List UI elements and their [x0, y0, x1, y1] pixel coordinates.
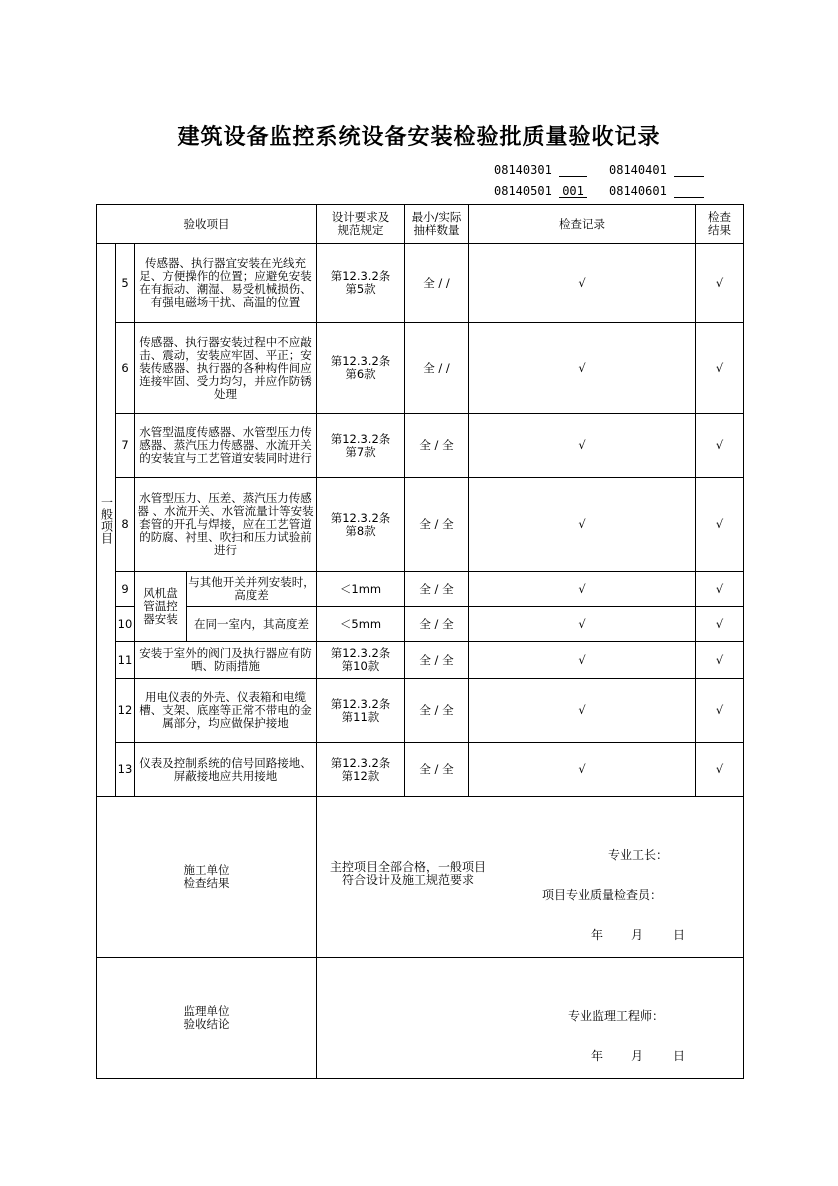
row-result: √: [696, 607, 744, 642]
table-header: [97, 205, 744, 244]
row-text: 仪表及控制系统的信号回路接地、屏蔽接地应共用接地: [135, 743, 317, 797]
row-text: 安装于室外的阀门及执行器应有防晒、防雨措施: [135, 642, 317, 679]
day-label: 日: [673, 1049, 686, 1063]
table-row: [97, 572, 744, 607]
code-1: [609, 163, 704, 177]
row-record: √: [469, 323, 696, 414]
row-result: √: [696, 244, 744, 323]
row-record: √: [469, 414, 696, 478]
code-3: [609, 184, 704, 198]
row-number: 13: [116, 743, 135, 797]
group-label: [97, 244, 116, 797]
row-result: √: [696, 323, 744, 414]
supervision-label-line2: 验收结论: [183, 1017, 230, 1031]
row-record: √: [469, 572, 696, 607]
row-spec-line2: 第8款: [345, 523, 376, 538]
row-result: √: [696, 743, 744, 797]
row-result: √: [696, 478, 744, 572]
row-sample: 全 / 全: [405, 743, 469, 797]
row-record: √: [469, 607, 696, 642]
construction-row: [97, 797, 744, 958]
row-sample: 全 / 全: [405, 414, 469, 478]
row-spec: [317, 743, 405, 797]
row-sample: 全 / 全: [405, 478, 469, 572]
row-sample: 全 / /: [405, 244, 469, 323]
year-label: 年: [591, 928, 604, 942]
row-spec-line2: 第6款: [345, 367, 376, 381]
code-value: 001: [559, 185, 587, 198]
row-spec-line1: 第12.3.2条: [330, 269, 391, 283]
row-spec: [317, 642, 405, 679]
code-number: 08140601: [609, 184, 667, 198]
row-number: 9: [116, 572, 135, 607]
month-label: 月: [631, 928, 644, 942]
foreman-label: 专业工长：: [608, 848, 669, 862]
row-result: √: [696, 679, 744, 743]
row-number: 11: [116, 642, 135, 679]
table-row: [97, 478, 744, 572]
row-spec-line2: 第10款: [341, 659, 380, 673]
row-spec-line2: 第7款: [345, 444, 376, 459]
code-0: [494, 163, 587, 177]
header-sample-line1: 最小/实际: [411, 210, 462, 224]
row-text: 用电仪表的外壳、仪表箱和电缆槽、支架、底座等正常不带电的金属部分，均应做保护接地: [135, 679, 317, 743]
code-number: 08140401: [609, 163, 667, 177]
header-result-line1: 检查: [708, 210, 731, 224]
row-number: 10: [116, 607, 135, 642]
row-spec: ＜1mm: [317, 572, 405, 607]
row-spec-line1: 第12.3.2条: [330, 354, 391, 368]
row-sample: 全 / /: [405, 323, 469, 414]
table-row: [97, 244, 744, 323]
construction-cell: [317, 797, 744, 958]
inspection-table: [96, 204, 744, 1079]
month-label: 月: [631, 1049, 644, 1063]
row-spec-line1: 第12.3.2条: [330, 646, 391, 660]
table-row: [97, 642, 744, 679]
row-record: √: [469, 679, 696, 743]
day-label: 日: [673, 928, 686, 942]
row-text: 水管型压力、压差、蒸汽压力传感器 、水流开关、水管流量计等安装套管的开孔与焊接，应在工艺管道的防腐、衬里、吹扫和压力试验前进行: [135, 478, 317, 572]
header-spec-line2: 规范规定: [337, 223, 384, 237]
supervision-label: [97, 958, 317, 1079]
construction-label-line1: 施工单位: [183, 863, 230, 877]
header-spec-line1: 设计要求及: [331, 210, 390, 224]
row-spec-line1: 第12.3.2条: [330, 431, 391, 446]
row-spec: [317, 244, 405, 323]
supervision-cell: [317, 958, 744, 1079]
inspector-label: 项目专业质量检查员：: [542, 888, 663, 902]
row-number: 7: [116, 414, 135, 478]
construction-label-line2: 检查结果: [183, 876, 230, 890]
row-spec: [317, 679, 405, 743]
row-text: 在同一室内，其高度差: [187, 607, 317, 642]
group-label-text: 一般项目: [99, 496, 114, 544]
row-record: √: [469, 478, 696, 572]
header-result-line2: 结果: [708, 223, 731, 237]
header-result: [696, 205, 744, 244]
row-record: √: [469, 642, 696, 679]
header-item: 验收项目: [97, 205, 317, 244]
row-spec: [317, 478, 405, 572]
table-row: [97, 679, 744, 743]
row-number: 12: [116, 679, 135, 743]
row-spec-line2: 第12款: [341, 768, 380, 783]
row-record: √: [469, 743, 696, 797]
code-value: [674, 185, 704, 198]
row-text: 水管型温度传感器、水管型压力传感器、蒸汽压力传感器、水流开关的安装宜与工艺管道安装同时进行: [135, 414, 317, 478]
row-number: 8: [116, 478, 135, 572]
supervision-label-line1: 监理单位: [183, 1004, 230, 1018]
code-2: [494, 184, 587, 198]
code-number: 08140301: [494, 163, 552, 177]
table-row: [97, 607, 744, 642]
year-label: 年: [591, 1049, 604, 1063]
row-record: √: [469, 244, 696, 323]
row-spec: ＜5mm: [317, 607, 405, 642]
code-value: [559, 164, 587, 177]
construction-conclusion-line2: 符合设计及施工规范要求: [341, 873, 474, 887]
row-sample: 全 / 全: [405, 679, 469, 743]
row-spec-line2: 第5款: [345, 282, 376, 296]
construction-label: [97, 797, 317, 958]
table-row: [97, 323, 744, 414]
row-number: 5: [116, 244, 135, 323]
header-record: 检查记录: [469, 205, 696, 244]
construction-conclusion-line1: 主控项目全部合格，一般项目: [329, 860, 486, 874]
code-number: 08140501: [494, 184, 552, 198]
row-result: √: [696, 414, 744, 478]
row-sample: 全 / 全: [405, 607, 469, 642]
row-text: 传感器、执行器宜安装在光线充足、方便操作的位置；应避免安装在有振动、潮湿、易受机械损伤、有强电磁场干扰、高温的位置: [135, 244, 317, 323]
row-spec-line1: 第12.3.2条: [330, 755, 391, 770]
supervision-row: [97, 958, 744, 1079]
header-sample: [405, 205, 469, 244]
row-text: 与其他开关并列安装时，高度差: [187, 572, 317, 607]
row-spec-line1: 第12.3.2条: [330, 510, 391, 525]
row-spec-line1: 第12.3.2条: [330, 696, 391, 711]
table-row: [97, 414, 744, 478]
row-spec: [317, 414, 405, 478]
fan-group-label: 风机盘管温控器安装: [135, 572, 187, 642]
row-sample: 全 / 全: [405, 572, 469, 607]
header-spec: [317, 205, 405, 244]
engineer-label: 专业监理工程师：: [568, 1009, 665, 1023]
table-row: [97, 743, 744, 797]
row-spec: [317, 323, 405, 414]
header-sample-line2: 抽样数量: [413, 223, 460, 237]
page-title: 建筑设备监控系统设备安装检验批质量验收记录: [177, 124, 661, 150]
code-value: [674, 164, 704, 177]
row-spec-line2: 第11款: [341, 709, 380, 724]
row-result: √: [696, 642, 744, 679]
row-text: 传感器、执行器安装过程中不应敲击、震动，安装应牢固、平正；安装传感器、执行器的各种构件间应连接牢固、受力均匀，并应作防锈处理: [135, 323, 317, 414]
row-result: √: [696, 572, 744, 607]
row-sample: 全 / 全: [405, 642, 469, 679]
row-number: 6: [116, 323, 135, 414]
